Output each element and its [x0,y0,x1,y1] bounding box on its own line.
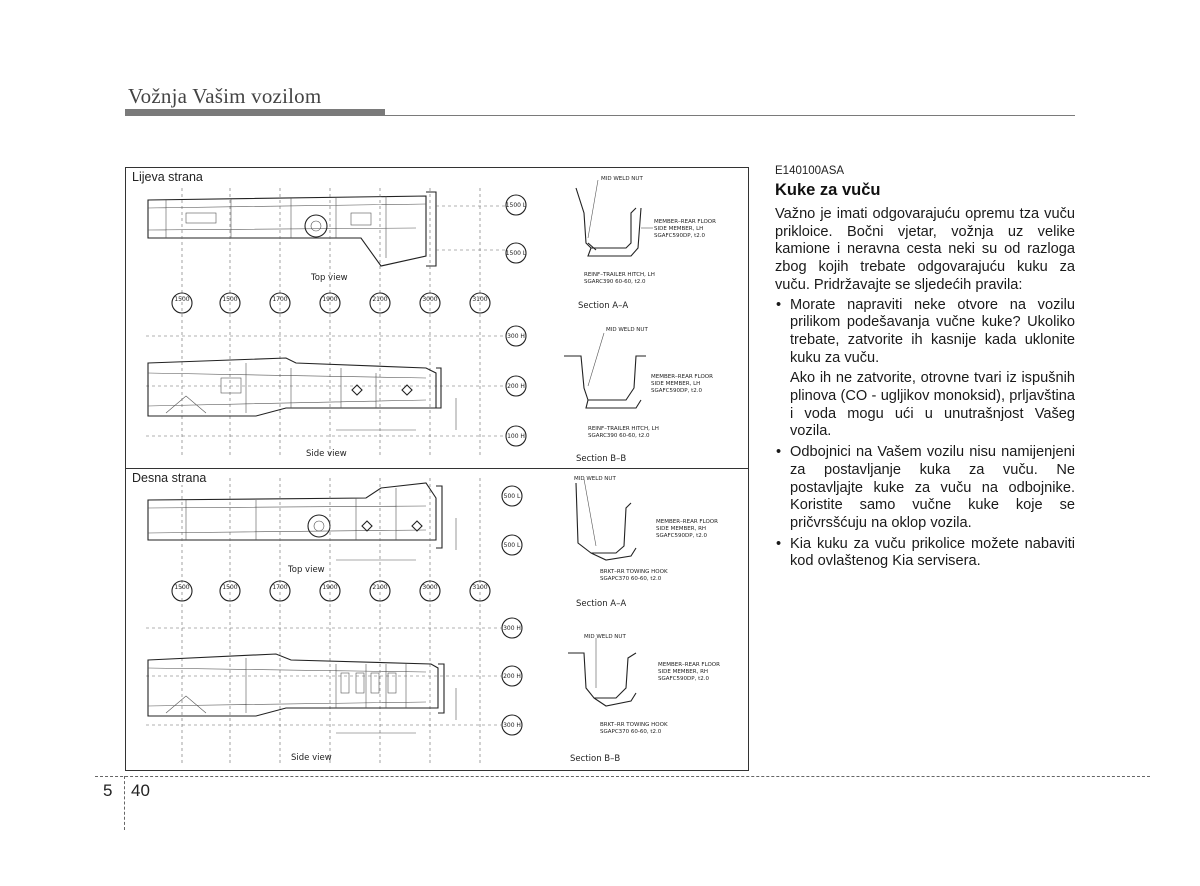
grid-circle-label: 3100 [472,584,488,591]
side-circle-label: 500 L [503,493,521,500]
right-top-view-drawing [148,483,456,575]
bullet-glyph: • [776,444,782,461]
side-circle-label: 200 H [507,383,525,390]
grid-circle-label: 2100 [372,584,388,591]
side-circle-label: 300 H [507,333,525,340]
left-mid-weld-a: MID WELD NUT [601,176,643,182]
left-side-view-label: Side view [306,449,347,459]
grid-circle-label: 1500 [222,296,238,303]
side-circle-label: 200 H [503,673,521,680]
page-number: 40 [131,781,150,800]
right-section-a-drawing [574,476,718,609]
grid-circle-label: 1500 [222,584,238,591]
right-member-a1: MEMBER–REAR FLOOR [656,519,718,525]
side-circle-label: 1500 L [505,250,527,257]
right-top-view-label: Top view [288,565,325,575]
tow-hook-diagram-figure [125,167,749,771]
left-member-a1: MEMBER–REAR FLOOR [654,219,716,225]
grid-circle-label: 1500 [174,584,190,591]
chapter-number: 5 [103,781,113,800]
right-brkt-a1: BRKT–RR TOWING HOOK [600,569,668,575]
left-reinf-a1: REINF–TRAILER HITCH, LH [584,272,655,278]
section-heading: Kuke za vuču [775,181,881,199]
list-item [775,444,1075,533]
page-header-title: Vožnja Vašim vozilom [128,84,322,108]
right-brkt-b2: SGAPC370 60-60, t2.0 [600,729,662,735]
left-member-b2: SIDE MEMBER, LH [651,381,701,387]
right-section-a-label: Section A–A [576,599,627,609]
right-mid-weld-a: MID WELD NUT [574,476,616,482]
grid-circle-label: 3100 [472,296,488,303]
figure-panel-divider [126,468,748,469]
header-rule-thick [125,109,385,116]
left-member-b1: MEMBER–REAR FLOOR [651,374,713,380]
right-member-a2: SIDE MEMBER, RH [656,526,707,532]
bullet-glyph: • [776,296,782,313]
grid-circle-label: 1700 [272,584,288,591]
side-circle-label: 100 H [507,433,525,440]
left-section-a-label: Section A–A [578,301,629,311]
header-rule-thin [385,115,1075,116]
left-mid-weld-b: MID WELD NUT [606,327,648,333]
left-side-label: Lijeva strana [132,170,203,184]
left-section-a-drawing [576,176,716,311]
right-member-b3: SGAFC590DP, t2.0 [658,676,709,682]
side-circle-label: 500 L [503,542,521,549]
left-top-view-label: Top view [311,273,348,283]
bullet-glyph: • [776,535,782,552]
side-circle-label: 1500 L [505,202,527,209]
left-reinf-b1: REINF–TRAILER HITCH, LH [588,426,659,432]
list-item-subtext: Ako ih ne zatvorite, otrovne tvari iz ispušnih plinova (CO - ugljikov monoksid), prljavština i voda mogu ući u unutrašnjost Vašeg vozila. [790,370,1075,440]
right-section-b-label: Section B–B [570,754,621,764]
grid-circle-label: 1700 [272,296,288,303]
right-side-view-label: Side view [291,753,332,763]
right-side-view-drawing [148,654,456,763]
list-item-text: Kia kuku za vuču prikolice možete nabaviti kod ovlaštenog Kia servisera. [790,535,1075,570]
list-item [775,536,1075,571]
grid-circle-label: 1900 [322,584,338,591]
intro-paragraph: Važno je imati odgovarajuću opremu tza vuču prikloice. Bočni vjetar, vožnja uz velike kamione i neravna cesta neki su od razloga zbog kojih trebate odgovarajuću kuku za vuču. Pridržavajte se sljedećih pravila: [775,206,1075,293]
left-reinf-a2: SGARC390 60-60, t2.0 [584,279,646,285]
list-item-text: Odbojnici na Vašem vozilu nisu namijenjeni za postavljanje kuka za vuču. Ne postavljajte kuke za vuču na odbojnike. Koristite samo vučne kuke koje se pričvrsšćuju na oklop vozila. [790,444,1075,531]
grid-circle-label: 2100 [372,296,388,303]
list-item-text: Morate napraviti neke otvore na vozilu prilikom podešavanja vučne kuke? Ukoliko trebate, zatvorite ih kasnije kada uklonite kuku za vuču. [790,296,1075,366]
left-top-view-drawing [148,192,506,283]
right-brkt-a2: SGAPC370 60-60, t2.0 [600,576,662,582]
left-section-b-drawing [564,327,713,464]
footer-dashed-rule [95,776,1150,777]
right-member-b1: MEMBER–REAR FLOOR [658,662,720,668]
right-section-b-drawing [568,634,720,764]
right-member-a3: SGAFC590DP, t2.0 [656,533,707,539]
grid-circle-label: 1500 [174,296,190,303]
left-member-b3: SGAFC590DP, t2.0 [651,388,702,394]
left-section-b-label: Section B–B [576,454,627,464]
footer-dashed-divider [124,776,125,830]
left-grid-circles-row [172,293,490,313]
right-brkt-b1: BRKT–RR TOWING HOOK [600,722,668,728]
article-column [775,165,1075,571]
right-grid-lines [182,478,480,763]
grid-circle-label: 3000 [422,584,438,591]
left-side-view-drawing [148,358,456,459]
list-item [775,297,1075,442]
left-member-a3: SGAFC590DP, t2.0 [654,233,705,239]
frame-drawings [126,168,748,770]
side-circle-label: 300 H [503,625,521,632]
grid-circle-label: 3000 [422,296,438,303]
left-member-a2: SIDE MEMBER, LH [654,226,704,232]
right-member-b2: SIDE MEMBER, RH [658,669,709,675]
right-mid-weld-b: MID WELD NUT [584,634,626,640]
grid-circle-label: 1900 [322,296,338,303]
rules-list [775,297,1075,572]
right-side-circles-column [146,486,522,735]
right-side-label: Desna strana [132,471,207,485]
right-grid-circles-row [172,581,490,601]
section-code: E140100ASA [775,165,845,177]
side-circle-label: 300 H [503,722,521,729]
left-reinf-b2: SGARC390 60-60, t2.0 [588,433,650,439]
